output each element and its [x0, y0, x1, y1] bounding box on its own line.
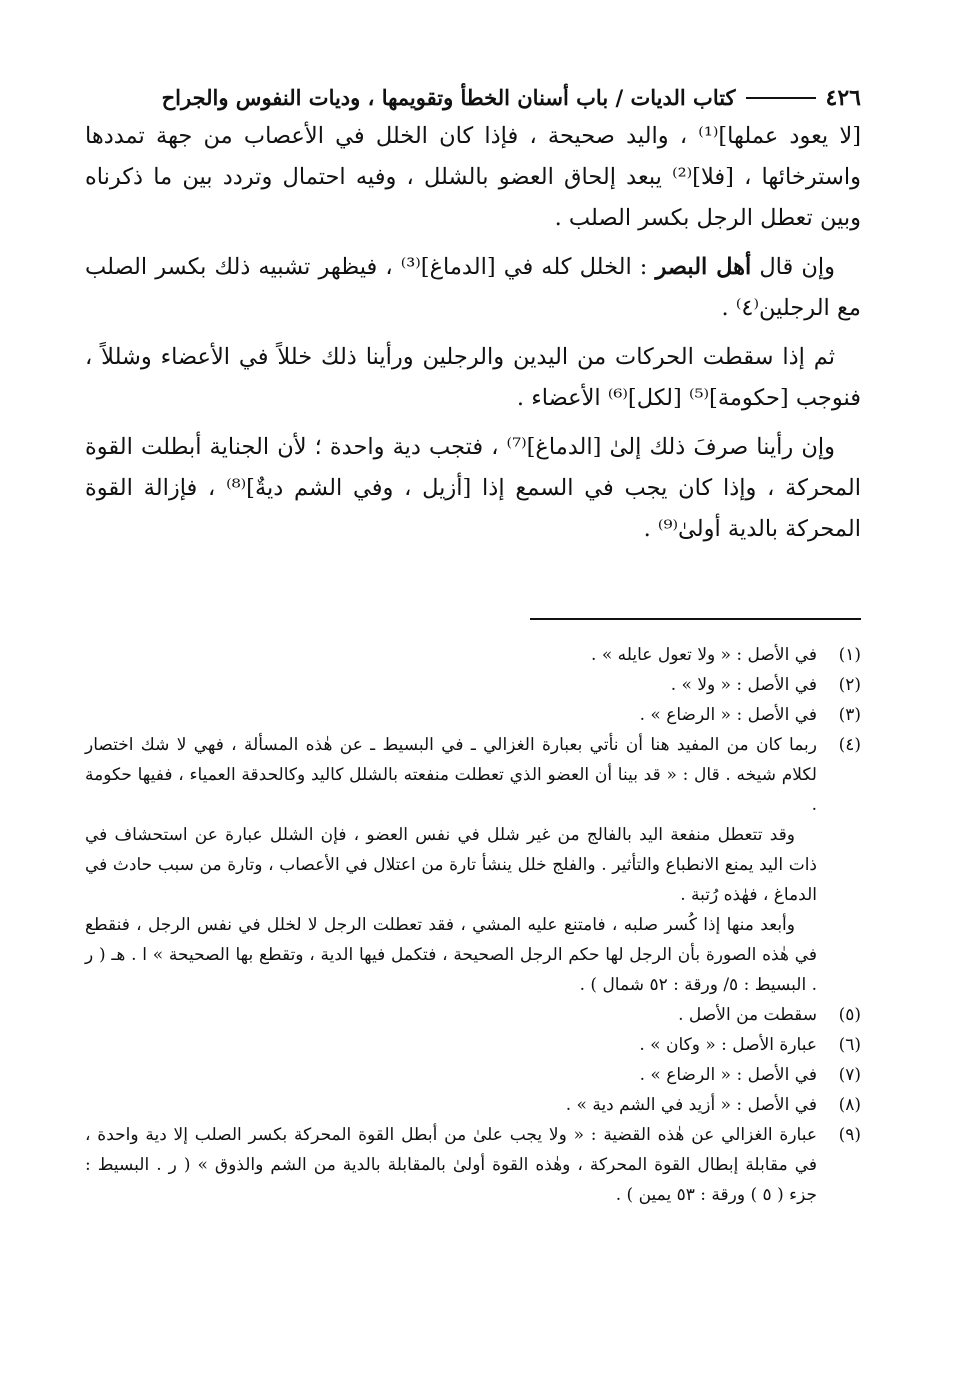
paragraph-1: [لا يعود عملها]⁽¹⁾ ، واليد صحيحة ، فإذا كان الخلل في الأعصاب من جهة تمددها واسترخائها ، [فلا]⁽²⁾ يبعد إلحاق العضو بالشلل ، وفيه احتمال وتردد بين ما ذكرناه وبين تعطل الرجل بكسر الصلب . [85, 123, 861, 231]
footnote-number: (٨) [838, 1095, 861, 1115]
page-number: ٤٢٦ [825, 85, 861, 111]
footnote-continuation: وقد تتعطل منفعة اليد بالفالج من غير شلل في نفس العضو ، فإن الشلل عبارة عن استحشاف في ذات اليد يمنع الانطباع والتأثير . والفلج خلل ينشأ تارة من اعتلال في الأعصاب ، وتارة من سبب حادث في الدماغ ، فهٰذه رُتبة . [85, 825, 817, 905]
footnote-number: (٣) [838, 705, 861, 725]
paragraph-2-bold: أهل البصر [655, 254, 752, 280]
footnote [85, 700, 861, 730]
footnote [85, 1090, 861, 1120]
footnote [85, 1060, 861, 1090]
footnote-continuation: وأبعد منها إذا كُسر صلبه ، فامتنع عليه المشي ، فقد تعطلت الرجل لا لخلل في نفس الرجل ، فنقطع في هٰذه الصورة بأن الرجل لها حكم الرجل الصحيحة ، فتكمل فيها الدية ، وتقطع بها الصحيحة » ا . هـ ( ر . البسيط : ٥/ ورقة : ٥٢ شمال ) . [85, 915, 817, 995]
footnote-number: (٩) [838, 1125, 861, 1145]
paragraph-2 [85, 247, 861, 329]
footnote [85, 1030, 861, 1060]
footnote-number: (٧) [838, 1065, 861, 1085]
page-content [85, 80, 861, 558]
footnote-number: (١) [838, 645, 861, 665]
footnote-text: عبارة الأصل : « وكان » . [639, 1035, 817, 1055]
main-text [85, 116, 861, 550]
footnote-text: في الأصل : « الرضاع » . [639, 705, 817, 725]
footnote [85, 640, 861, 670]
footnote-text: في الأصل : « ولا » . [670, 675, 817, 695]
footnotes [85, 640, 861, 1210]
paragraph-3: ثم إذا سقطت الحركات من اليدين والرجلين ورأينا ذلك خللاً في الأعضاء وشللاً ، فنوجب [حكومة]⁽⁵⁾ [لكل]⁽⁶⁾ الأعضاء . [85, 344, 861, 411]
header-rule [746, 97, 816, 99]
paragraph-4: وإن رأينا صرفَ ذلك إلىٰ [الدماغ]⁽⁷⁾ ، فتجب دية واحدة ؛ لأن الجناية أبطلت القوة المحركة ، وإذا كان يجب في السمع إذا [أزيل ، وفي الشم ديةٌ]⁽⁸⁾ ، فإزالة القوة المحركة بالدية أولىٰ⁽⁹⁾ . [85, 434, 861, 542]
footnote [85, 1000, 861, 1030]
footnote-number: (٦) [838, 1035, 861, 1055]
footnote-text: في الأصل : « الرضاع » . [639, 1065, 817, 1085]
paragraph-2-start: وإن قال [759, 254, 836, 280]
footnote-number: (٥) [838, 1005, 861, 1025]
footnote [85, 670, 861, 700]
footnote [85, 730, 861, 820]
header-title: كتاب الديات / باب أسنان الخطأ وتقويمها ، وديات النفوس والجراح [161, 85, 736, 110]
footnote-number: (٤) [838, 735, 861, 755]
footnote-number: (٢) [838, 675, 861, 695]
footnote [85, 1120, 861, 1210]
footnote-separator [530, 618, 861, 620]
footnote-text: ربما كان من المفيد هنا أن نأتي بعبارة الغزالي ـ في البسيط ـ عن هٰذه المسألة ، فهي لا شك اختصار لكلام شيخه . قال : « قد بينا أن العضو الذي تعطلت منفعته بالشلل كاليد وكالحدقة العمياء ، ففيها حكومة . [85, 735, 817, 815]
footnote-text: في الأصل : « ولا تعول عايله » . [591, 645, 817, 665]
paragraph-2-end: : الخلل كله في [الدماغ]⁽³⁾ ، فيظهر تشبيه ذلك بكسر الصلب مع الرجلين⁽٤⁾ . [85, 254, 861, 321]
footnote-text: عبارة الغزالي عن هٰذه القضية : « ولا يجب علىٰ من أبطل القوة المحركة بكسر الصلب إلا دية واحدة ، في مقابلة إبطال القوة المحركة ، وهٰذه القوة أولىٰ بالمقابلة بالدية من الشم والذوق » ( ر . البسيط : جزء ( ٥ ) ورقة : ٥٣ يمين ) . [85, 1125, 817, 1205]
footnote-text: في الأصل : « أزيد في الشم دية » . [565, 1095, 817, 1115]
footnote-text: سقطت من الأصل . [678, 1005, 817, 1025]
running-header [85, 80, 861, 116]
